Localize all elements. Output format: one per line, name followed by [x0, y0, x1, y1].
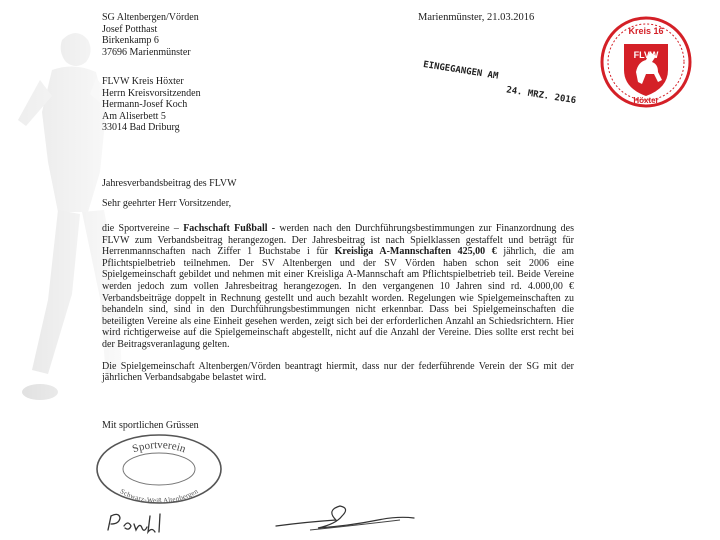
- sender-name: Josef Potthast: [102, 23, 158, 35]
- sender-club: SG Altenbergen/Vörden: [102, 12, 199, 23]
- sender-address: [102, 12, 199, 58]
- recipient-role: Herrn Kreisvorsitzenden: [102, 87, 201, 99]
- recipient-org: FLVW Kreis Höxter: [102, 76, 184, 87]
- body-p1-e: jährlich, die am Pflichtspielbetrieb teilnehmen. Der SV Altenbergen und der SV Vörden haben schon seit 2006 eine Spielgemeinschaft gebildet und nehmen mit einer Kreisliga A-Mannschaft am Pflichtspielbetrieb teil. Beide Vereine werden jedoch zum vollen Jahresbeitrag herangezogen. In den vergangenen 10 Jahren sind rd. 4.000,00 € Verbandsbeiträge doppelt in Rechnung gestellt und auch bezahlt worden. Regelungen wie Spielgemeinschaften zu behandeln sind, sind in den Durchführungsbestimmungen nicht erkennbar. Dass bei Spielgemeinschaften die beteiligten Vereine als eine Einheit gesehen werden, zeigt sich bei der erforderlichen Anzahl an Schiedsrichtern. Hier wird richtigerweise auf die Spielgemeinschaft abgestellt, nicht auf die Anzahl der Vereine. Dies sollte erst recht bei der Beitragsveranlagung gelten.: [102, 246, 574, 350]
- recipient-city: 33014 Bad Driburg: [102, 122, 180, 133]
- logo-text-bottom: Höxter: [633, 96, 659, 105]
- club-seal-stamp: [94, 432, 224, 506]
- seal-bottom-text: Schwarz-Weiß Altenbergen: [118, 487, 200, 505]
- body-p1-bold-fee: Kreisliga A-Mannschaften 425,00 €: [334, 246, 497, 258]
- body-paragraph-1: [102, 223, 574, 351]
- salutation: Sehr geehrter Herr Vorsitzender,: [102, 198, 232, 209]
- letter-body: [102, 223, 574, 394]
- body-p1-a: die Sportvereine –: [102, 223, 184, 234]
- sender-city: 37696 Marienmünster: [102, 46, 191, 58]
- received-stamp: [418, 60, 577, 123]
- signature-potthast: [100, 508, 190, 536]
- recipient-name: Hermann-Josef Koch: [102, 99, 188, 110]
- signature-second: [270, 500, 420, 536]
- logo-text-top: Kreis 16: [628, 26, 664, 36]
- recipient-street: Am Aliserbett 5: [102, 110, 166, 122]
- sender-street: Birkenkamp 6: [102, 35, 159, 46]
- closing: Mit sportlichen Grüssen: [102, 420, 199, 431]
- place-date: Marienmünster, 21.03.2016: [418, 12, 535, 23]
- received-stamp-label: EINGEGANGEN AM: [422, 60, 499, 82]
- flvw-kreis-logo: [600, 16, 692, 108]
- recipient-address: [102, 76, 201, 134]
- body-p1-bold-fachschaft: Fachschaft Fußball -: [183, 223, 276, 234]
- received-stamp-date: 24. MRZ. 2016: [505, 85, 577, 107]
- body-paragraph-2: Die Spielgemeinschaft Altenbergen/Vörden beantragt hiermit, dass nur der federführende Verein der SG mit der jährlichen Verbandsabgabe belastet wird.: [102, 360, 574, 384]
- logo-letters: FLVW: [633, 50, 659, 60]
- body-p1-c: werden nach den Durchführungsbestimmungen zur Finanzordnung des FLVW zum Verbandsbeitrag herangezogen. Der Jahresbeitrag ist nach Spielklassen gestaffelt und beträgt für Herrenmannschaften nach Ziffer 1 Buchstabe i für: [102, 223, 575, 258]
- letter-subject: Jahresverbandsbeitrag des FLVW: [102, 178, 237, 189]
- seal-top-text: Sportverein: [130, 439, 188, 456]
